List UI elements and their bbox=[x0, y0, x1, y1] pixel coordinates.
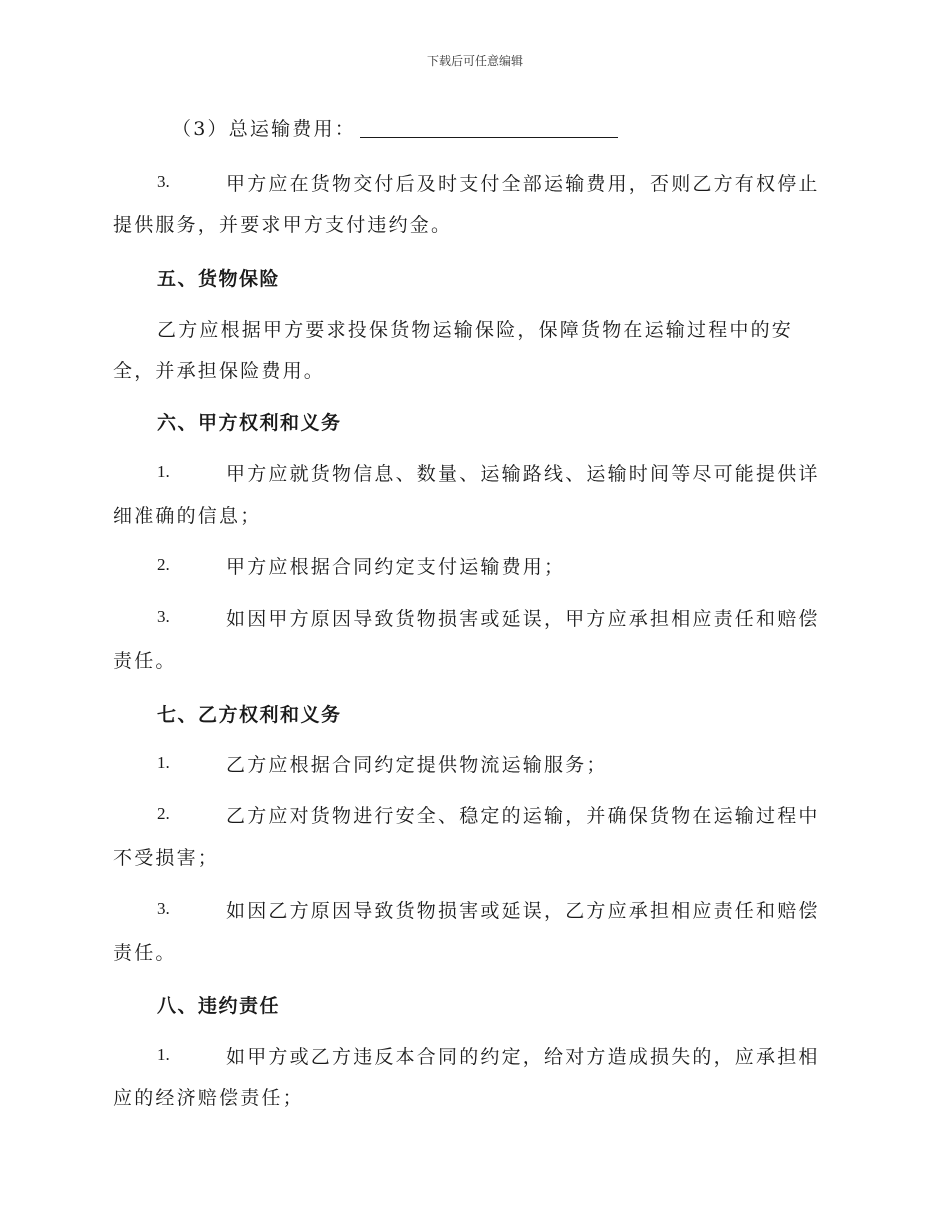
clause-text: 乙方应对货物进行安全、稳定的运输，并确保货物在运输过程中 bbox=[226, 805, 820, 827]
clause-text: 如甲方或乙方违反本合同的约定，给对方造成损失的，应承担相 bbox=[226, 1046, 820, 1068]
clause-text: 提供服务，并要求甲方支付违约金。 bbox=[113, 214, 453, 236]
clause-text: 如因乙方原因导致货物损害或延误，乙方应承担相应责任和赔偿 bbox=[226, 900, 820, 922]
fee-total-line bbox=[172, 114, 618, 141]
fee-total-label: 总运输费用： bbox=[228, 118, 356, 140]
clause-text: 责任。 bbox=[113, 650, 177, 672]
clause-text: 如因甲方原因导致货物损害或延误，甲方应承担相应责任和赔偿 bbox=[226, 608, 820, 630]
fee-total-prefix: （3） bbox=[172, 118, 229, 140]
fee-total-blank bbox=[360, 119, 618, 138]
clause-number: 1. bbox=[157, 753, 170, 772]
clause-number: 3. bbox=[157, 899, 170, 918]
section-heading: 七、乙方权利和义务 bbox=[157, 704, 342, 726]
clause-text: 甲方应就货物信息、数量、运输路线、运输时间等尽可能提供详 bbox=[226, 463, 820, 485]
clause-text: 应的经济赔偿责任； bbox=[113, 1087, 304, 1109]
clause-number: 2. bbox=[157, 555, 170, 574]
clause-text: 细准确的信息； bbox=[113, 505, 262, 527]
clause-number: 3. bbox=[157, 172, 170, 191]
clause-text: 甲方应在货物交付后及时支付全部运输费用，否则乙方有权停止 bbox=[226, 173, 820, 195]
clause-number: 1. bbox=[157, 462, 170, 481]
section-heading: 五、货物保险 bbox=[157, 268, 281, 290]
clause-text: 甲方应根据合同约定支付运输费用； bbox=[226, 556, 566, 578]
clause-text: 责任。 bbox=[113, 942, 177, 964]
section-heading: 八、违约责任 bbox=[157, 995, 281, 1017]
section-heading: 六、甲方权利和义务 bbox=[157, 412, 342, 434]
paragraph-text: 全，并承担保险费用。 bbox=[113, 360, 326, 382]
paragraph-text: 乙方应根据甲方要求投保货物运输保险，保障货物在运输过程中的安 bbox=[157, 319, 794, 341]
page-header: 下载后可任意编辑 bbox=[426, 54, 523, 68]
clause-number: 1. bbox=[157, 1045, 170, 1064]
clause-number: 3. bbox=[157, 607, 170, 626]
clause-text: 乙方应根据合同约定提供物流运输服务； bbox=[226, 754, 608, 776]
clause-text: 不受损害； bbox=[113, 847, 220, 869]
clause-number: 2. bbox=[157, 804, 170, 823]
